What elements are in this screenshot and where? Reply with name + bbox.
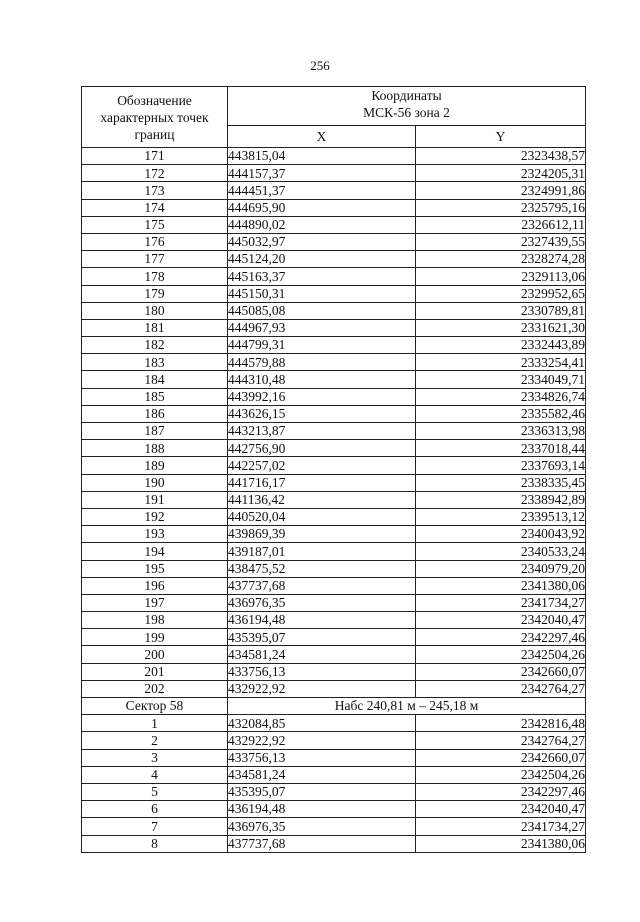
y-coordinate: 2339513,12 <box>416 508 586 525</box>
point-number: 189 <box>82 457 228 474</box>
x-coordinate: 444799,31 <box>228 337 416 354</box>
point-number: 178 <box>82 268 228 285</box>
table-row <box>82 319 586 336</box>
x-coordinate: 445085,08 <box>228 302 416 319</box>
table-row <box>82 801 586 818</box>
y-coordinate: 2342297,46 <box>416 783 586 800</box>
y-coordinate: 2328274,28 <box>416 251 586 268</box>
point-number: 201 <box>82 663 228 680</box>
sector-rows <box>82 715 586 853</box>
x-coordinate: 434581,24 <box>228 646 416 663</box>
x-coordinate: 441716,17 <box>228 474 416 491</box>
table-row <box>82 337 586 354</box>
point-number: 181 <box>82 319 228 336</box>
table-row <box>82 354 586 371</box>
table-row <box>82 818 586 835</box>
x-coordinate: 445032,97 <box>228 233 416 250</box>
table-row <box>82 629 586 646</box>
x-coordinate: 432922,92 <box>228 732 416 749</box>
table-row <box>82 268 586 285</box>
y-coordinate: 2338335,45 <box>416 474 586 491</box>
point-number: 194 <box>82 543 228 560</box>
point-number: 180 <box>82 302 228 319</box>
table-row <box>82 594 586 611</box>
y-coordinate: 2342297,46 <box>416 629 586 646</box>
y-coordinate: 2331621,30 <box>416 319 586 336</box>
x-coordinate: 433756,13 <box>228 749 416 766</box>
x-coordinate: 443992,16 <box>228 388 416 405</box>
point-number: 192 <box>82 508 228 525</box>
y-coordinate: 2324991,86 <box>416 182 586 199</box>
point-number: 190 <box>82 474 228 491</box>
point-number: 174 <box>82 199 228 216</box>
y-coordinate: 2342764,27 <box>416 732 586 749</box>
y-coordinate: 2341734,27 <box>416 594 586 611</box>
table-row <box>82 216 586 233</box>
point-number: 198 <box>82 612 228 629</box>
y-coordinate: 2329952,65 <box>416 285 586 302</box>
y-coordinate: 2330789,81 <box>416 302 586 319</box>
x-column-header: X <box>228 125 416 147</box>
table-row <box>82 423 586 440</box>
y-coordinate: 2342660,07 <box>416 663 586 680</box>
x-coordinate: 444451,37 <box>228 182 416 199</box>
x-coordinate: 434581,24 <box>228 766 416 783</box>
x-coordinate: 435395,07 <box>228 783 416 800</box>
x-coordinate: 436976,35 <box>228 594 416 611</box>
x-coordinate: 437737,68 <box>228 577 416 594</box>
table-row <box>82 732 586 749</box>
y-coordinate: 2342816,48 <box>416 715 586 732</box>
y-coordinate: 2327439,55 <box>416 233 586 250</box>
point-number: 186 <box>82 405 228 422</box>
point-number: 5 <box>82 783 228 800</box>
x-coordinate: 432922,92 <box>228 680 416 697</box>
table-row <box>82 388 586 405</box>
y-coordinate: 2335582,46 <box>416 405 586 422</box>
x-coordinate: 439869,39 <box>228 526 416 543</box>
point-number: 1 <box>82 715 228 732</box>
coordinates-header <box>228 87 586 126</box>
table-row <box>82 165 586 182</box>
x-coordinate: 436194,48 <box>228 801 416 818</box>
y-coordinate: 2333254,41 <box>416 354 586 371</box>
table-row <box>82 646 586 663</box>
y-coordinate: 2342040,47 <box>416 612 586 629</box>
table-row <box>82 440 586 457</box>
x-coordinate: 444157,37 <box>228 165 416 182</box>
point-number: 4 <box>82 766 228 783</box>
table-row <box>82 766 586 783</box>
table-row <box>82 182 586 199</box>
table-row <box>82 663 586 680</box>
x-coordinate: 444890,02 <box>228 216 416 233</box>
point-number: 7 <box>82 818 228 835</box>
table-row <box>82 405 586 422</box>
point-number: 175 <box>82 216 228 233</box>
x-coordinate: 445150,31 <box>228 285 416 302</box>
y-coordinate: 2342764,27 <box>416 680 586 697</box>
point-number: 196 <box>82 577 228 594</box>
y-coordinate: 2337018,44 <box>416 440 586 457</box>
x-coordinate: 438475,52 <box>228 560 416 577</box>
table-row <box>82 783 586 800</box>
y-coordinate: 2325795,16 <box>416 199 586 216</box>
point-number: 173 <box>82 182 228 199</box>
y-coordinate: 2323438,57 <box>416 148 586 165</box>
point-number: 177 <box>82 251 228 268</box>
point-number: 184 <box>82 371 228 388</box>
y-coordinate: 2338942,89 <box>416 491 586 508</box>
x-coordinate: 444695,90 <box>228 199 416 216</box>
table-row <box>82 148 586 165</box>
y-column-header: Y <box>416 125 586 147</box>
y-coordinate: 2342504,26 <box>416 646 586 663</box>
table-row <box>82 526 586 543</box>
table-row <box>82 560 586 577</box>
sector-row <box>82 698 586 715</box>
x-coordinate: 441136,42 <box>228 491 416 508</box>
y-coordinate: 2329113,06 <box>416 268 586 285</box>
sector-label: Сектор 58 <box>82 698 228 715</box>
main-rows <box>82 148 586 698</box>
table-row <box>82 543 586 560</box>
table-row <box>82 749 586 766</box>
table-row <box>82 680 586 697</box>
point-number: 179 <box>82 285 228 302</box>
point-number: 202 <box>82 680 228 697</box>
table-row <box>82 233 586 250</box>
table-row <box>82 612 586 629</box>
point-number: 171 <box>82 148 228 165</box>
y-coordinate: 2342504,26 <box>416 766 586 783</box>
coordinates-header-system: МСК-56 зона 2 <box>363 105 450 120</box>
table-row <box>82 457 586 474</box>
point-number: 200 <box>82 646 228 663</box>
y-coordinate: 2341380,06 <box>416 577 586 594</box>
y-coordinate: 2342660,07 <box>416 749 586 766</box>
x-coordinate: 443626,15 <box>228 405 416 422</box>
x-coordinate: 442257,02 <box>228 457 416 474</box>
sector-section <box>82 698 586 715</box>
table-row <box>82 715 586 732</box>
y-coordinate: 2337693,14 <box>416 457 586 474</box>
y-coordinate: 2340043,92 <box>416 526 586 543</box>
table-row <box>82 474 586 491</box>
x-coordinate: 444967,93 <box>228 319 416 336</box>
x-coordinate: 445124,20 <box>228 251 416 268</box>
point-number: 176 <box>82 233 228 250</box>
x-coordinate: 442756,90 <box>228 440 416 457</box>
point-number: 191 <box>82 491 228 508</box>
x-coordinate: 435395,07 <box>228 629 416 646</box>
sector-height-range: Набс 240,81 м – 245,18 м <box>228 698 586 715</box>
coordinates-header-title: Координаты <box>371 88 442 103</box>
point-number: 6 <box>82 801 228 818</box>
table-row <box>82 577 586 594</box>
table-row <box>82 491 586 508</box>
table-row <box>82 508 586 525</box>
x-coordinate: 433756,13 <box>228 663 416 680</box>
x-coordinate: 436976,35 <box>228 818 416 835</box>
table-row <box>82 835 586 852</box>
table-row <box>82 285 586 302</box>
point-number: 187 <box>82 423 228 440</box>
page-number: 256 <box>310 58 330 73</box>
y-coordinate: 2342040,47 <box>416 801 586 818</box>
y-coordinate: 2340533,24 <box>416 543 586 560</box>
y-coordinate: 2341380,06 <box>416 835 586 852</box>
point-number: 182 <box>82 337 228 354</box>
x-coordinate: 432084,85 <box>228 715 416 732</box>
y-coordinate: 2332443,89 <box>416 337 586 354</box>
y-coordinate: 2326612,11 <box>416 216 586 233</box>
table-row <box>82 251 586 268</box>
point-number: 183 <box>82 354 228 371</box>
point-number: 3 <box>82 749 228 766</box>
y-coordinate: 2324205,31 <box>416 165 586 182</box>
y-coordinate: 2340979,20 <box>416 560 586 577</box>
point-number: 185 <box>82 388 228 405</box>
table-row <box>82 302 586 319</box>
y-coordinate: 2336313,98 <box>416 423 586 440</box>
y-coordinate: 2334826,74 <box>416 388 586 405</box>
point-number: 2 <box>82 732 228 749</box>
x-coordinate: 443213,87 <box>228 423 416 440</box>
table-row <box>82 371 586 388</box>
point-number: 195 <box>82 560 228 577</box>
x-coordinate: 444310,48 <box>228 371 416 388</box>
point-number: 172 <box>82 165 228 182</box>
point-number: 199 <box>82 629 228 646</box>
table-row <box>82 199 586 216</box>
point-number: 188 <box>82 440 228 457</box>
x-coordinate: 443815,04 <box>228 148 416 165</box>
point-number: 8 <box>82 835 228 852</box>
x-coordinate: 444579,88 <box>228 354 416 371</box>
y-coordinate: 2334049,71 <box>416 371 586 388</box>
coordinates-table <box>81 86 586 853</box>
x-coordinate: 440520,04 <box>228 508 416 525</box>
x-coordinate: 439187,01 <box>228 543 416 560</box>
point-number: 193 <box>82 526 228 543</box>
point-number: 197 <box>82 594 228 611</box>
point-designation-header: Обозначение характерных точек границ <box>82 87 228 148</box>
y-coordinate: 2341734,27 <box>416 818 586 835</box>
x-coordinate: 445163,37 <box>228 268 416 285</box>
x-coordinate: 437737,68 <box>228 835 416 852</box>
x-coordinate: 436194,48 <box>228 612 416 629</box>
